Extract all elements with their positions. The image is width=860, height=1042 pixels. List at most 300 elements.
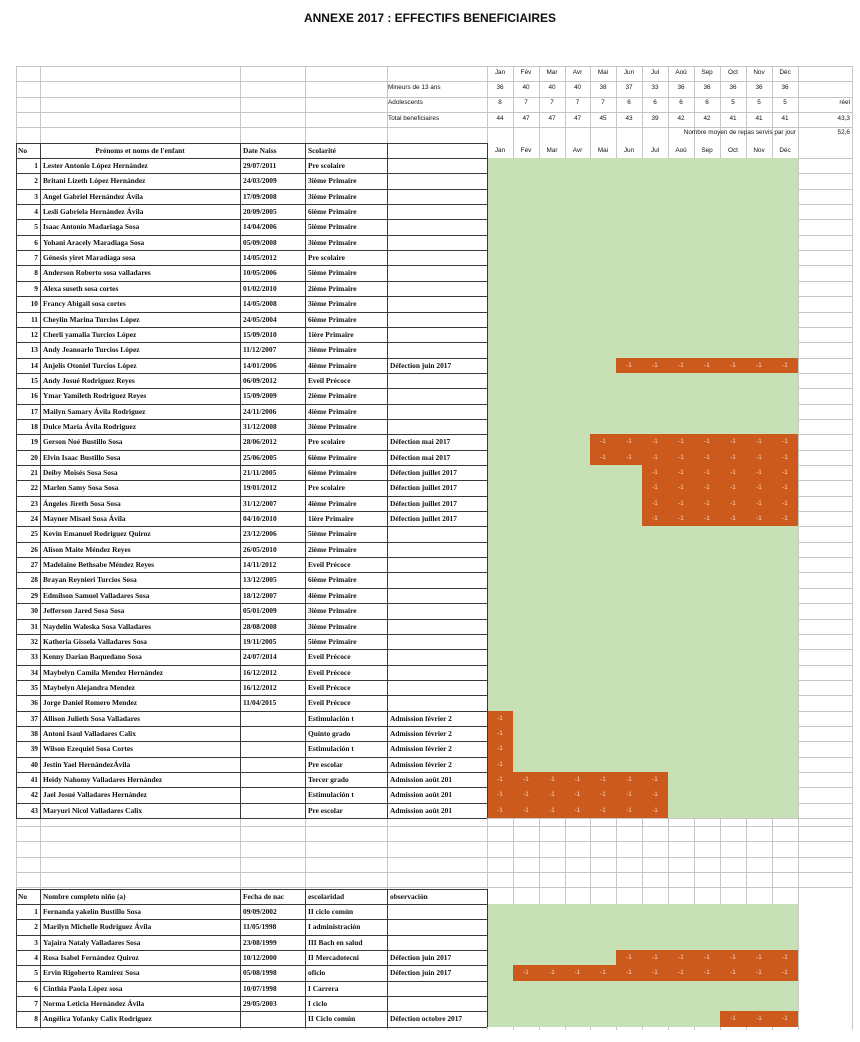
- school-level: 3ième Primaire: [308, 345, 357, 355]
- absence-mark: [565, 803, 590, 818]
- summary-value: 40: [548, 84, 556, 91]
- absence-mark: [539, 787, 565, 802]
- birth-date: 14/04/2006: [243, 222, 277, 232]
- observation: Admission août 201: [390, 790, 453, 800]
- observation: Défection juin 2017: [390, 968, 452, 978]
- absence-value: -1: [782, 1015, 788, 1023]
- row-number: 41: [30, 775, 38, 784]
- absence-mark: [746, 965, 772, 980]
- row-number: 8: [34, 1014, 38, 1024]
- observation: Défection juillet 2017: [390, 483, 457, 493]
- summary-value: 6: [653, 99, 657, 107]
- summary-label: Adolescents: [388, 99, 423, 107]
- absence-mark: [487, 726, 513, 741]
- absence-value: -1: [523, 806, 529, 814]
- col-border: [240, 143, 241, 818]
- absence-value: -1: [497, 776, 503, 783]
- absence-mark: [668, 434, 694, 449]
- col-border: [487, 143, 488, 818]
- child-name: Britani Lizeth López Hernández: [43, 176, 146, 186]
- birth-date: 10/07/1998: [243, 983, 277, 993]
- birth-date: 25/06/2005: [243, 452, 277, 462]
- child-name: Rosa Isabel Fernández Quiroz: [43, 953, 139, 963]
- school-level: Eveil Précoce: [308, 375, 351, 385]
- absence-value: -1: [678, 969, 684, 977]
- absence-value: -1: [704, 453, 710, 461]
- school-level: Eveil Précoce: [308, 652, 351, 662]
- school-level: 5ième Primaire: [308, 636, 357, 646]
- school-level: 4ième Primaire: [308, 498, 357, 508]
- absence-mark: [668, 496, 694, 511]
- summary-value: 47: [573, 114, 582, 122]
- row-number: 32: [30, 636, 38, 646]
- school-level: 3ième Primaire: [308, 191, 357, 201]
- birth-date: [243, 804, 304, 818]
- child-name: Fernanda yakelin Bustillo Sosa: [43, 907, 141, 916]
- absence-mark: [642, 450, 668, 465]
- absence-mark: [642, 511, 668, 526]
- absence-value: -1: [678, 484, 684, 492]
- row-number: 40: [30, 759, 38, 769]
- birth-date: [243, 1012, 304, 1026]
- school-level: 6ième Primaire: [308, 207, 357, 217]
- absence-mark: [746, 480, 772, 495]
- absence-value: -1: [523, 969, 529, 977]
- birth-date: 18/12/2007: [243, 590, 277, 600]
- school-level: 1ière Primaire: [308, 514, 354, 524]
- absence-value: -1: [782, 484, 788, 492]
- absence-value: -1: [574, 791, 581, 799]
- month-header-Jan: Jan: [494, 147, 506, 154]
- absence-mark: [513, 772, 539, 787]
- child-name: Gerson Noé Bustillo Sosa: [43, 437, 123, 447]
- month-header-Sep: Sep: [701, 147, 713, 154]
- row-number: 6: [34, 983, 38, 993]
- child-name: Norma Leticia Hernández Ávila: [43, 999, 145, 1009]
- school-level: 2ième Primaire: [308, 283, 357, 293]
- absence-mark: [720, 950, 746, 965]
- absence-value: -1: [549, 806, 555, 814]
- absence-mark: [694, 511, 720, 526]
- summary-value: 41: [755, 114, 763, 122]
- absence-value: -1: [704, 469, 710, 476]
- row-number: 21: [30, 468, 38, 477]
- birth-date: [243, 758, 304, 772]
- school-level: 1ière Primaire: [308, 329, 354, 339]
- child-name: Katheria Gissela Valladares Sosa: [43, 636, 147, 646]
- absence-mark: [642, 496, 668, 511]
- absence-value: -1: [782, 361, 788, 369]
- row-number: 5: [34, 222, 38, 232]
- row-number: 5: [34, 968, 38, 978]
- birth-date: 16/12/2012: [243, 682, 277, 692]
- school-level: 6ième Primaire: [308, 468, 357, 477]
- row-number: 3: [34, 191, 38, 201]
- absence-value: -1: [626, 806, 632, 814]
- child-name: Yohani Aracely Maradiaga Sosa: [43, 237, 145, 247]
- school-level: Pre escolar: [308, 759, 343, 769]
- row-number: 13: [30, 345, 38, 355]
- school-level: 5ième Primaire: [308, 222, 357, 232]
- birth-date: 24/07/2014: [243, 652, 277, 662]
- header-border: [16, 143, 487, 144]
- month-header-Oct: Oct: [728, 69, 738, 76]
- child-name: Maryuri Nicol Valladares Calix: [43, 805, 143, 815]
- absence-mark: [565, 965, 590, 980]
- row-number: 3: [34, 937, 38, 947]
- school-level: II Ciclo común: [308, 1014, 356, 1024]
- absence-value: -1: [549, 791, 555, 799]
- observation: Admission août 201: [390, 805, 453, 815]
- child-name: Cherli yamalia Turcios López: [43, 329, 137, 339]
- col-header-name: Nombre completo niño (a): [43, 892, 126, 901]
- child-name: Jefferson Jared Sosa Sosa: [43, 606, 125, 616]
- row-number: 10: [30, 299, 38, 309]
- absence-mark: [668, 358, 694, 373]
- absence-value: -1: [678, 361, 684, 369]
- school-level: Eveil Précoce: [308, 560, 351, 570]
- birth-date: 14/11/2012: [243, 560, 277, 570]
- observation: Défection juin 2017: [390, 360, 452, 370]
- absence-value: -1: [497, 760, 503, 768]
- school-level: Eveil Précoce: [308, 682, 351, 692]
- summary-value: 36: [677, 84, 685, 91]
- absence-value: -1: [730, 969, 736, 977]
- birth-date: 26/05/2010: [243, 544, 277, 554]
- birth-date: 09/09/2002: [243, 907, 277, 916]
- absence-mark: [642, 434, 668, 449]
- absence-value: -1: [652, 969, 658, 977]
- absence-value: -1: [626, 361, 632, 369]
- col-header-obs: observación: [390, 892, 428, 901]
- observation: Défection juillet 2017: [390, 514, 457, 524]
- child-name: Ymar Yamileth Rodriguez Reyes: [43, 391, 147, 401]
- absence-value: -1: [730, 1015, 736, 1023]
- school-level: Eveil Précoce: [308, 698, 351, 708]
- header-border: [16, 889, 487, 890]
- birth-date: 28/08/2008: [243, 621, 277, 631]
- child-name: Génesis yiret Maradiaga sosa: [43, 253, 136, 263]
- child-name: Marilyn Michelle Rodriguez Ávila: [43, 922, 152, 932]
- col-header-name: Prénoms et noms de l'enfant: [95, 146, 185, 155]
- row-number: 29: [30, 590, 38, 600]
- col-border: [387, 143, 388, 818]
- absence-value: -1: [756, 484, 762, 492]
- absence-mark: [616, 450, 642, 465]
- month-header-Jul: Jul: [650, 69, 660, 76]
- birth-date: 14/01/2006: [243, 360, 277, 370]
- absence-value: -1: [652, 484, 658, 492]
- col-border: [305, 889, 306, 1027]
- school-level: 3ième Primaire: [308, 606, 357, 616]
- summary-value: 7: [601, 99, 605, 107]
- absence-mark: [694, 434, 720, 449]
- absence-mark: [772, 950, 798, 965]
- absence-mark: [616, 965, 642, 980]
- birth-date: 14/05/2012: [243, 253, 277, 263]
- absence-value: -1: [730, 484, 736, 492]
- absence-value: -1: [626, 776, 632, 783]
- absence-value: -1: [756, 499, 762, 507]
- birth-date: 11/05/1998: [243, 922, 277, 932]
- birth-date: 13/12/2005: [243, 575, 277, 585]
- school-level: 3ième Primaire: [308, 621, 357, 631]
- school-level: I ciclo: [308, 999, 328, 1009]
- row-number: 28: [30, 575, 38, 585]
- row-number: 6: [34, 237, 38, 247]
- col-header-date: Fecha de nac: [243, 892, 285, 901]
- birth-date: 24/11/2006: [243, 406, 277, 416]
- birth-date: 31/12/2008: [243, 421, 277, 431]
- birth-date: [243, 742, 304, 756]
- absence-mark: [565, 787, 590, 802]
- birth-date: 05/08/1998: [243, 968, 277, 978]
- birth-date: 19/11/2005: [243, 636, 277, 646]
- observation: Défection octobre 2017: [390, 1014, 463, 1024]
- absence-mark: [746, 465, 772, 480]
- absence-mark: [487, 757, 513, 772]
- school-level: II ciclo común: [308, 907, 354, 916]
- absence-value: -1: [782, 499, 788, 507]
- row-number: 33: [30, 652, 38, 662]
- child-name: Elvin Isaac Bustillo Sosa: [43, 452, 121, 462]
- observation: Défection mai 2017: [390, 452, 451, 462]
- school-level: I Carrera: [308, 983, 339, 993]
- month-header-Sep: Sep: [701, 69, 713, 76]
- absence-mark: [487, 741, 513, 756]
- child-name: Wilson Ezequiel Sosa Cortes: [43, 744, 133, 754]
- absence-mark: [616, 803, 642, 818]
- col-border: [16, 143, 17, 818]
- row-border: [16, 818, 487, 819]
- child-name: Alexa suseth sosa cortes: [43, 283, 119, 293]
- col-border: [16, 889, 17, 1027]
- summary-label: Total beneficiaires: [388, 114, 440, 122]
- absence-value: -1: [730, 438, 736, 446]
- absence-mark: [539, 803, 565, 818]
- child-name: Mailyn Samary Ávila Rodriguez: [43, 406, 146, 416]
- school-level: 2ième Primaire: [308, 544, 357, 554]
- month-header-Fév: Fév: [520, 147, 532, 154]
- grid-hline: [16, 857, 852, 858]
- absence-mark: [772, 434, 798, 449]
- school-level: Pre scolaire: [308, 253, 345, 263]
- absence-value: -1: [497, 745, 503, 753]
- absence-mark: [746, 358, 772, 373]
- school-level: 4ième Primaire: [308, 406, 357, 416]
- row-number: 24: [30, 514, 38, 524]
- absence-mark: [590, 772, 616, 787]
- absence-value: -1: [678, 453, 684, 461]
- row-number: 1: [34, 161, 38, 170]
- school-level: 5ième Primaire: [308, 529, 357, 539]
- row-number: 17: [30, 406, 38, 416]
- month-header-Oct: Oct: [728, 147, 738, 154]
- child-name: Maybelyn Camila Mendez Hernández: [43, 667, 164, 677]
- school-level: 6ième Primaire: [308, 314, 357, 324]
- child-name: Yajaira Nataly Valladares Sosa: [43, 937, 141, 947]
- school-level: I administración: [308, 922, 361, 932]
- absence-mark: [772, 465, 798, 480]
- school-level: Pre escolar: [308, 805, 343, 815]
- observation: Défection mai 2017: [390, 437, 451, 447]
- absence-value: -1: [756, 1015, 762, 1023]
- school-level: 6ième Primaire: [308, 575, 357, 585]
- grid-vline: [798, 66, 799, 1030]
- absence-mark: [720, 358, 746, 373]
- absence-mark: [590, 803, 616, 818]
- absence-value: -1: [574, 806, 581, 814]
- birth-date: 15/09/2010: [243, 329, 277, 339]
- absence-mark: [694, 950, 720, 965]
- absence-value: -1: [626, 453, 632, 461]
- absence-value: -1: [678, 954, 684, 962]
- observation: Défection juillet 2017: [390, 498, 457, 508]
- absence-mark: [694, 965, 720, 980]
- summary-extra: 43,3: [837, 114, 850, 122]
- absence-mark: [539, 965, 565, 980]
- birth-date: 17/09/2008: [243, 191, 277, 201]
- summary-value: 40: [573, 84, 582, 91]
- absence-value: -1: [704, 954, 710, 962]
- absence-mark: [487, 787, 513, 802]
- birth-date: [243, 712, 304, 726]
- summary-value: 36: [729, 84, 737, 91]
- row-number: 22: [30, 483, 38, 493]
- row-number: 15: [30, 375, 38, 385]
- child-name: Anderson Roberto sosa valladares: [43, 268, 151, 278]
- birth-date: 24/05/2004: [243, 314, 277, 324]
- absence-mark: [772, 965, 798, 980]
- absence-mark: [694, 480, 720, 495]
- absence-value: -1: [497, 729, 503, 737]
- birth-date: 31/12/2007: [243, 498, 277, 508]
- absence-value: -1: [600, 776, 606, 783]
- child-name: Lester Antonio López Hernández: [43, 161, 148, 170]
- child-name: Antoni Isaul Valladares Calix: [43, 728, 136, 738]
- child-name: Jael Josué Valladares Hernández: [43, 790, 147, 800]
- col-border: [487, 889, 488, 1027]
- row-number: 31: [30, 621, 38, 631]
- absence-mark: [590, 450, 616, 465]
- summary-value: 36: [755, 84, 763, 91]
- school-level: II Mercadotecni: [308, 953, 359, 963]
- month-header-Jan: Jan: [494, 69, 506, 76]
- absence-value: -1: [626, 954, 632, 962]
- absence-value: -1: [600, 791, 606, 799]
- summary-value: 7: [550, 99, 554, 107]
- child-name: Cinthia Paola López sosa: [43, 983, 123, 993]
- absence-mark: [487, 803, 513, 818]
- row-number: 38: [30, 728, 38, 738]
- summary-value: 5: [783, 99, 787, 107]
- row-number: 2: [34, 176, 38, 186]
- row-number: 39: [30, 744, 38, 754]
- row-number: 7: [34, 999, 38, 1009]
- child-name: Allison Julieth Sosa Valladares: [43, 713, 140, 723]
- child-name: Edmilson Samuel Valladares Sosa: [43, 590, 150, 600]
- absence-mark: [772, 480, 798, 495]
- child-name: Heidy Nahomy Valladares Hernández: [43, 775, 163, 784]
- school-level: 6ième Primaire: [308, 452, 357, 462]
- child-name: Dulce María Ávila Rodriguez: [43, 421, 136, 431]
- absence-mark: [590, 965, 616, 980]
- row-number: 20: [30, 452, 38, 462]
- observation: Admission février 2: [390, 728, 452, 738]
- absence-value: -1: [652, 499, 658, 507]
- col-header-no: No: [18, 892, 28, 901]
- absence-mark: [720, 450, 746, 465]
- col-border: [40, 889, 41, 1027]
- birth-date: 29/07/2011: [243, 161, 277, 170]
- absence-value: -1: [782, 453, 788, 461]
- summary-value: 41: [729, 114, 737, 122]
- child-name: Angélica Yofanky Calix Rodriguez: [43, 1014, 152, 1024]
- absence-mark: [616, 787, 642, 802]
- absence-value: -1: [600, 453, 606, 461]
- absence-mark: [694, 465, 720, 480]
- summary-value: 47: [522, 114, 530, 122]
- birth-date: 23/08/1999: [243, 937, 277, 947]
- absence-mark: [565, 772, 590, 787]
- absence-value: -1: [756, 453, 762, 461]
- absence-value: -1: [704, 515, 710, 523]
- month-header-Aoû: Aoû: [675, 69, 687, 76]
- absence-mark: [668, 450, 694, 465]
- child-name: Kenny Darian Baquedano Sosa: [43, 652, 142, 662]
- absence-value: -1: [730, 954, 736, 962]
- absence-mark: [772, 1011, 798, 1026]
- child-name: Ervin Rigoberto Ramirez Sosa: [43, 968, 140, 978]
- summary-value: 45: [599, 114, 607, 122]
- absence-mark: [772, 511, 798, 526]
- absence-value: -1: [704, 361, 710, 369]
- absence-value: -1: [600, 438, 606, 446]
- observation: Défection juin 2017: [390, 953, 452, 963]
- summary-value: 8: [498, 99, 502, 107]
- child-name: Andy Josué Rodriguez Reyes: [43, 375, 135, 385]
- birth-date: 21/11/2005: [243, 468, 277, 477]
- absence-mark: [772, 496, 798, 511]
- absence-mark: [720, 480, 746, 495]
- absence-value: -1: [756, 954, 762, 962]
- absence-mark: [642, 465, 668, 480]
- birth-date: [243, 773, 304, 787]
- absence-mark: [720, 511, 746, 526]
- absence-value: -1: [704, 969, 710, 977]
- observation: Admission février 2: [390, 713, 452, 723]
- col-header-no: No: [18, 146, 28, 155]
- absence-value: -1: [782, 469, 788, 476]
- school-level: Tercer grado: [308, 775, 349, 784]
- month-header-Nov: Nov: [753, 147, 765, 154]
- absence-mark: [642, 950, 668, 965]
- absence-mark: [642, 787, 668, 802]
- col-header-school: escolaridad: [308, 892, 345, 901]
- month-header-Mai: Mai: [597, 147, 609, 154]
- child-name: Francy Abigail sosa cortes: [43, 299, 126, 309]
- summary-value: 42: [677, 114, 685, 122]
- absence-value: -1: [652, 954, 658, 962]
- birth-date: 23/12/2006: [243, 529, 277, 539]
- child-name: Alison Maite Méndez Reyes: [43, 544, 131, 554]
- absence-value: -1: [730, 499, 736, 507]
- absence-value: -1: [497, 791, 503, 799]
- absence-mark: [616, 950, 642, 965]
- summary-value: 43: [625, 114, 633, 122]
- absence-value: -1: [652, 453, 658, 461]
- school-level: Estimulación t: [308, 713, 354, 723]
